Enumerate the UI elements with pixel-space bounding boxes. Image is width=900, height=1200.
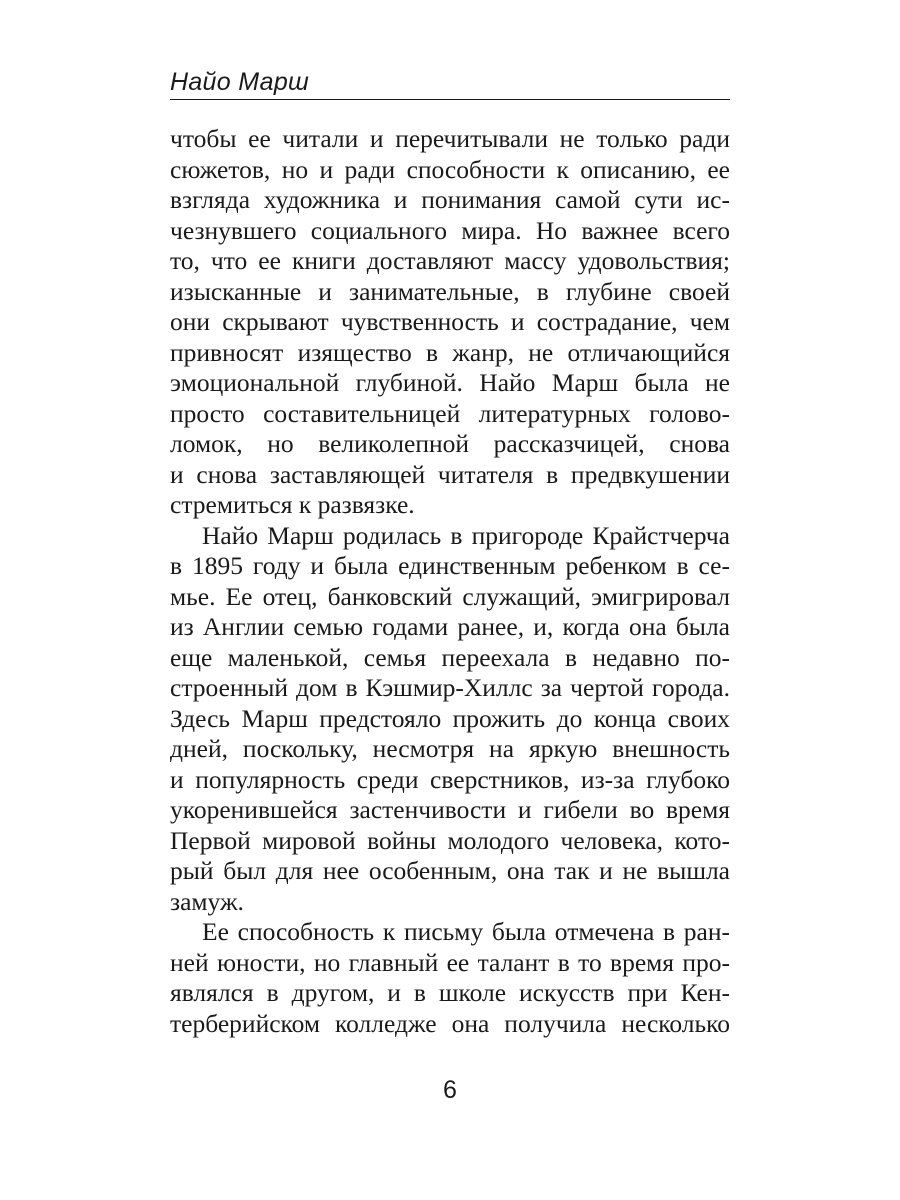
text-line: то, что ее книги доставляют массу удовольствия; — [170, 246, 730, 275]
text-line: они скрывают чувственность и сострадание, чем — [170, 307, 730, 336]
text-line: строенный дом в Кэшмир-Хиллс за чертой города. — [170, 673, 730, 702]
text-line: чтобы ее читали и перечитывали не только ради — [170, 124, 730, 153]
text-line: сюжетов, но и ради способности к описанию, ее — [170, 154, 730, 184]
text-line: укоренившейся застенчивости и гибели во время — [170, 795, 730, 824]
text-line: привносят изящество в жанр, не отличающийся — [170, 337, 730, 367]
text-line: эмоциональной глубиной. Найо Марш была не — [170, 368, 730, 397]
text-line: Найо Марш родилась в пригороде Крайстчерча — [202, 520, 730, 550]
text-line: чезнувшего социального мира. Но важнее всего — [170, 215, 730, 245]
text-line: рый был для нее особенным, она так и не вышла — [170, 856, 730, 885]
text-line: и популярность среди сверстников, из-за глубоко — [170, 764, 730, 794]
text-line: Первой мировой войны молодого человека, кото- — [170, 825, 730, 855]
text-line: ней юности, но главный ее талант в то время про- — [170, 947, 730, 977]
header-rule — [170, 99, 730, 100]
text-line: стремиться к развязке. — [170, 490, 415, 519]
text-line: терберийском колледже она получила несколько — [170, 1008, 730, 1038]
text-line: из Англии семью годами ранее, и, когда она была — [170, 612, 730, 641]
text-line: еще маленькой, семья переехала в недавно по- — [170, 642, 730, 672]
text-line: просто составительницей литературных голово- — [170, 398, 730, 428]
text-line: дней, поскольку, несмотря на яркую внешность — [170, 734, 730, 763]
page-number: 6 — [443, 1076, 457, 1104]
text-line: ломок, но великолепной рассказчицей, снова — [170, 429, 730, 458]
running-head: Найо Марш — [170, 68, 310, 96]
text-line: взгляда художника и понимания самой сути ис- — [170, 185, 730, 214]
text-line: и снова заставляющей читателя в предвкушении — [170, 459, 730, 489]
text-line: в 1895 году и была единственным ребенком в се- — [170, 551, 730, 580]
text-line: Ее способность к письму была отмечена в ран- — [202, 917, 730, 946]
text-line: Здесь Марш предстояло прожить до конца своих — [170, 703, 730, 733]
text-line: замуж. — [170, 886, 244, 916]
body-text — [170, 124, 730, 1039]
text-line: изысканные и занимательные, в глубине своей — [170, 276, 730, 306]
text-line: являлся в другом, и в школе искусств при Кен- — [170, 978, 730, 1007]
text-line: мье. Ее отец, банковский служащий, эмигрировал — [170, 581, 730, 611]
